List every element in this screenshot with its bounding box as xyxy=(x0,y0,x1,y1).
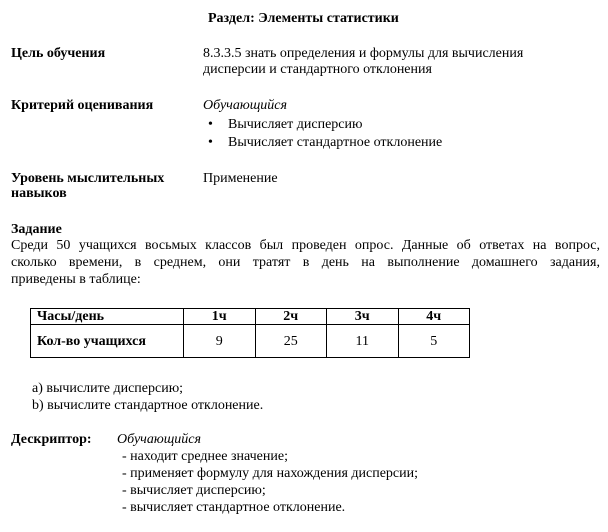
criterion-bullet-1 xyxy=(208,117,363,133)
table-header-label: Часы/день xyxy=(31,309,184,325)
objective-text-line2: дисперсии и стандартного отклонения xyxy=(203,62,432,77)
criterion-label: Критерий оценивания xyxy=(11,98,154,113)
descriptor-learner: Обучающийся xyxy=(117,432,202,447)
criterion-learner: Обучающийся xyxy=(203,98,288,113)
table-cell: 5 xyxy=(398,325,470,358)
descriptor-item-3: - вычисляет дисперсию; xyxy=(122,483,266,498)
descriptor-item-2: - применяет формулу для нахождения дисперсии; xyxy=(122,466,419,481)
thinking-level-label-line1: Уровень мыслительных xyxy=(11,171,165,186)
criterion-bullet-2 xyxy=(208,135,443,151)
bullet-icon: • xyxy=(208,135,213,150)
task-text-line3: приведены в таблице: xyxy=(11,272,141,287)
descriptor-label: Дескриптор: xyxy=(11,432,92,447)
table-header-cell: 2ч xyxy=(255,309,327,325)
table-cell: 9 xyxy=(184,325,256,358)
criterion-bullet-text: Вычисляет стандартное отклонение xyxy=(228,135,443,150)
section-title: Раздел: Элементы статистики xyxy=(208,11,399,26)
thinking-level-label-line2: навыков xyxy=(11,186,67,201)
bullet-icon: • xyxy=(208,117,213,132)
table-header-row xyxy=(31,309,470,325)
criterion-bullet-text: Вычисляет дисперсию xyxy=(228,117,363,132)
question-a: a) вычислите дисперсию; xyxy=(32,381,184,396)
task-text-line2: сколько времени, в среднем, они тратят в день на выполнение домашнего задания, xyxy=(11,255,600,270)
table-header-cell: 4ч xyxy=(398,309,470,325)
table-header-cell: 3ч xyxy=(327,309,399,325)
table-row-label: Кол-во учащихся xyxy=(31,325,184,358)
descriptor-item-4: - вычисляет стандартное отклонение. xyxy=(122,500,346,515)
table-row xyxy=(31,325,470,358)
data-table xyxy=(30,308,470,358)
descriptor-item-1: - находит среднее значение; xyxy=(122,449,288,464)
thinking-level-value: Применение xyxy=(203,171,278,186)
question-b: b) вычислите стандартное отклонение. xyxy=(32,398,264,413)
table-header-cell: 1ч xyxy=(184,309,256,325)
table-cell: 11 xyxy=(327,325,399,358)
objective-text-line1: 8.3.3.5 знать определения и формулы для вычисления xyxy=(203,46,524,61)
task-text-line1: Среди 50 учащихся восьмых классов был проведен опрос. Данные об ответах на вопрос, xyxy=(11,238,600,253)
task-heading: Задание xyxy=(11,222,62,237)
objective-label: Цель обучения xyxy=(11,46,106,61)
table-cell: 25 xyxy=(255,325,327,358)
